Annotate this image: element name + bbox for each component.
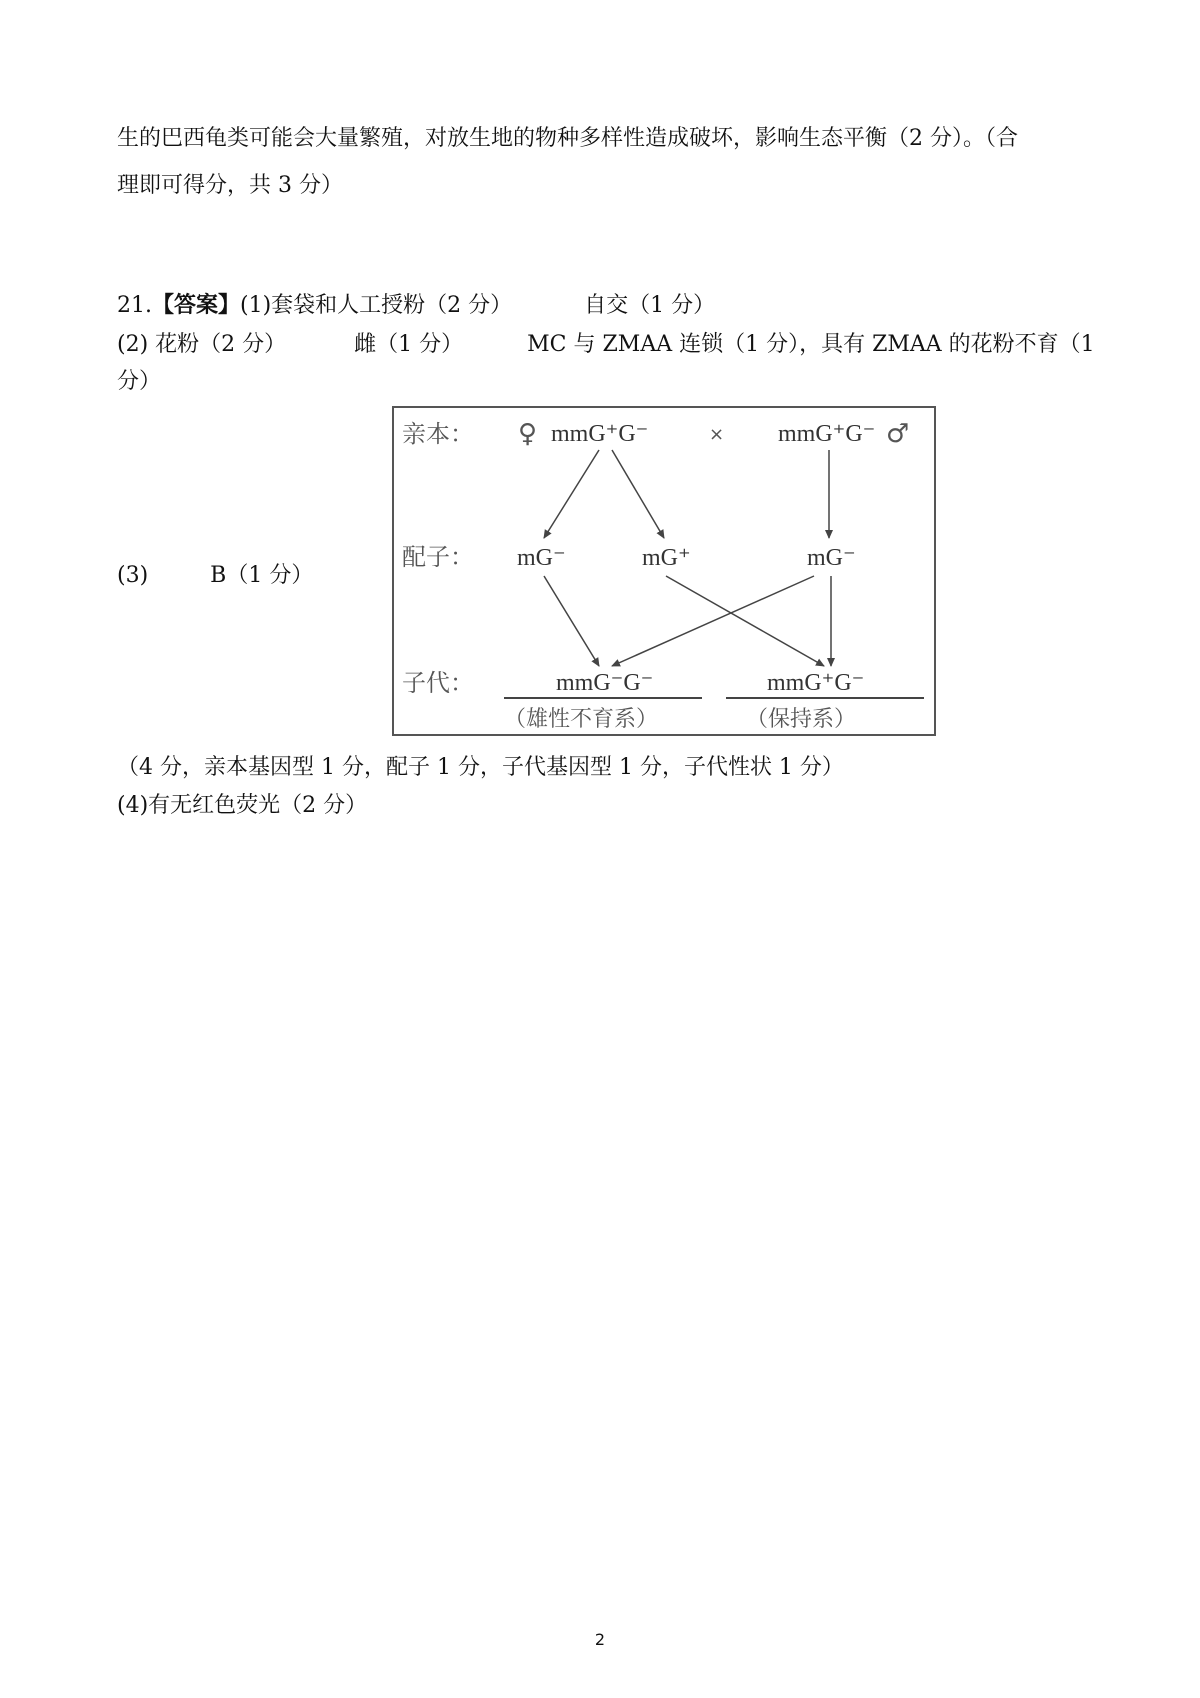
row-label-parents: 亲本： xyxy=(402,420,474,448)
cross-symbol: × xyxy=(709,424,725,445)
arrow-gamete-3-to-offspring-1 xyxy=(612,576,814,666)
row-label-gametes: 配子： xyxy=(402,543,474,571)
gamete-2: mG⁺ xyxy=(642,545,691,571)
q3-answer: B（1 分） xyxy=(210,563,314,588)
question-number: 21. xyxy=(117,293,152,318)
answer-tag: 【答案】 xyxy=(152,292,241,318)
arrow-female-to-gamete-2 xyxy=(612,450,664,538)
parent-male-genotype: mmG⁺G⁻ xyxy=(778,421,876,447)
q4-answer: (4)有无红色荧光（2 分） xyxy=(117,793,368,818)
paragraph-line-2: 理即可得分，共 3 分） xyxy=(117,173,343,198)
q1-answer-b: 自交（1 分） xyxy=(584,293,716,318)
q21-line-3: 分） xyxy=(117,369,162,394)
genetic-cross-svg xyxy=(394,408,934,734)
male-symbol: ♂ xyxy=(886,419,910,449)
parent-female-genotype: mmG⁺G⁻ xyxy=(551,421,649,447)
q2-answer-b: 雌（1 分） xyxy=(354,332,464,357)
q1-answer-a: (1)套袋和人工授粉（2 分） xyxy=(240,293,513,318)
q3-line xyxy=(117,565,313,587)
arrow-gamete-1-to-offspring-1 xyxy=(544,576,599,666)
genetic-cross-diagram xyxy=(392,406,936,736)
paragraph-line-1: 生的巴西龟类可能会大量繁殖，对放生地的物种多样性造成破坏，影响生态平衡（2 分）。（合 xyxy=(117,126,1018,151)
q21-line-1 xyxy=(117,294,715,317)
q21-line-2 xyxy=(117,334,1095,356)
female-symbol: ♀ xyxy=(518,419,538,449)
offspring-1-genotype: mmG⁻G⁻ xyxy=(556,670,654,696)
q2-answer-c: MC 与 ZMAA 连锁（1 分），具有 ZMAA 的花粉不育（1 xyxy=(527,332,1095,357)
row-label-offspring: 子代： xyxy=(402,669,474,697)
page-number: 2 xyxy=(594,1630,606,1649)
q3-label: (3) xyxy=(117,563,149,588)
offspring-2-genotype: mmG⁺G⁻ xyxy=(767,670,865,696)
gamete-1: mG⁻ xyxy=(517,545,566,571)
q3-scoring-note: （4 分，亲本基因型 1 分，配子 1 分，子代基因型 1 分，子代性状 1 分） xyxy=(117,755,844,780)
offspring-2-trait: （保持系） xyxy=(746,707,857,732)
gamete-3: mG⁻ xyxy=(807,545,856,571)
arrow-female-to-gamete-1 xyxy=(544,450,599,538)
q2-answer-a: (2) 花粉（2 分） xyxy=(117,332,287,357)
offspring-1-trait: （雄性不育系） xyxy=(504,707,659,732)
arrow-gamete-2-to-offspring-2 xyxy=(666,576,824,666)
